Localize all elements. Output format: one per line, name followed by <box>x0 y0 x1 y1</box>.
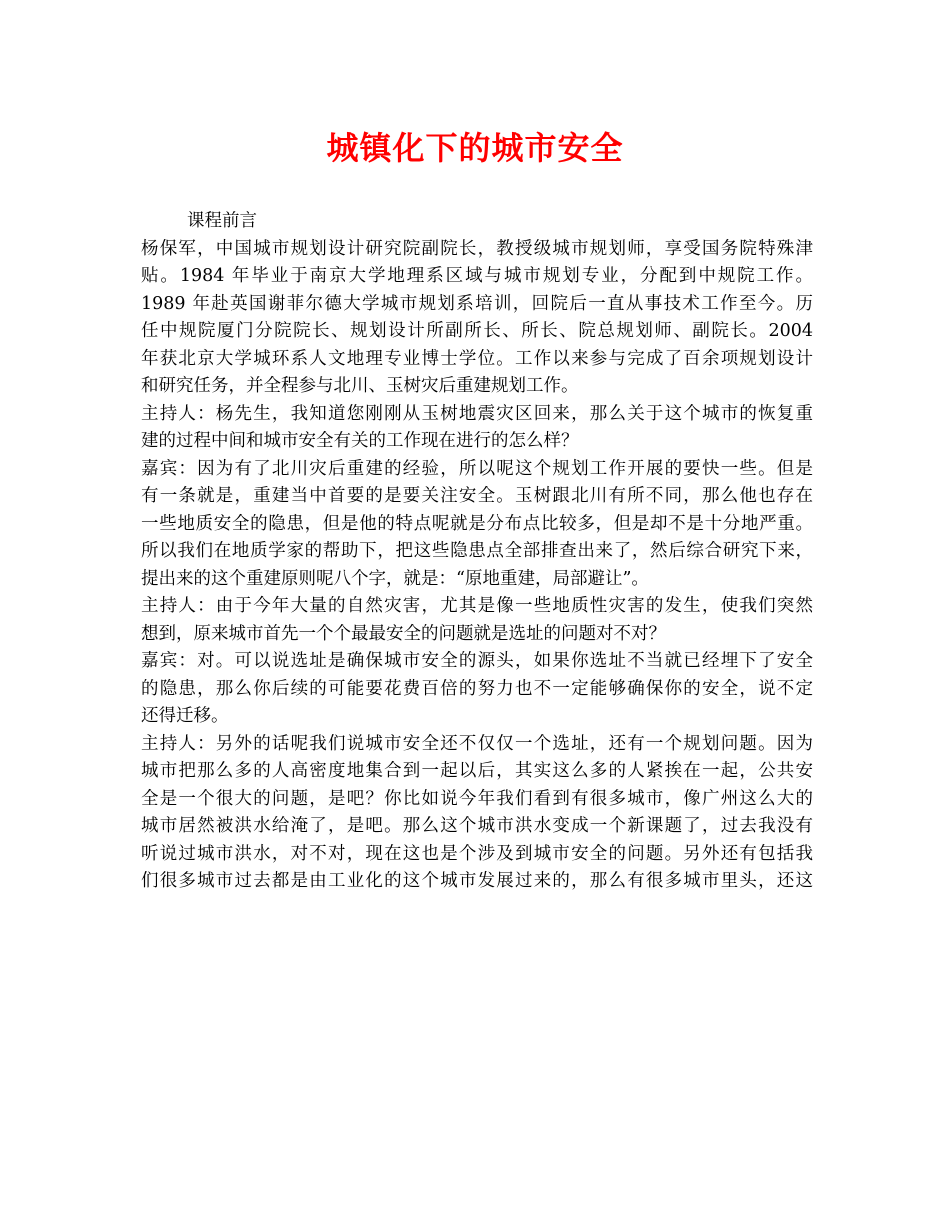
text-line: 任中规院厦门分院院长、规划设计所副所长、所长、院总规划师、副院长。2004 <box>141 321 813 341</box>
text-line: 主持人：另外的话呢我们说城市安全还不仅仅一个选址，还有一个规划问题。因为 <box>141 733 813 754</box>
text-line: 一些地质安全的隐患，但是他的特点呢就是分布点比较多，但是却不是十分地严重。 <box>141 513 813 534</box>
text-line: 有一条就是，重建当中首要的是要关注安全。玉树跟北川有所不同，那么他也存在 <box>141 486 813 506</box>
document-title: 城镇化下的城市安全 <box>326 129 624 167</box>
text-line: 1989 年赴英国谢菲尔德大学城市规划系培训，回院后一直从事技术工作至今。历 <box>141 293 813 314</box>
paragraph-host-question-3 <box>141 731 813 896</box>
text-line: 嘉宾：因为有了北川灾后重建的经验，所以呢这个规划工作开展的要快一些。但是 <box>141 458 813 479</box>
paragraph-host-question-1 <box>141 401 813 456</box>
text-line: 贴。1984 年毕业于南京大学地理系区域与城市规划专业，分配到中规院工作。 <box>141 266 813 286</box>
text-line: 城市把那么多的人高密度地集合到一起以后，其实这么多的人紧挨在一起，公共安 <box>141 761 813 781</box>
text-line: 的隐患，那么你后续的可能要花费百倍的努力也不一定能够确保你的安全，说不定 <box>141 678 813 699</box>
text-line: 想到，原来城市首先一个个最最安全的问题就是选址的问题对不对？ <box>141 623 666 644</box>
paragraph-guest-answer-1 <box>141 456 813 594</box>
text-line: 建的过程中间和城市安全有关的工作现在进行的怎么样？ <box>141 431 579 451</box>
text-line: 杨保军，中国城市规划设计研究院副院长，教授级城市规划师，享受国务院特殊津 <box>141 238 813 259</box>
text-line: 城市居然被洪水给淹了，是吧。那么这个城市洪水变成一个新课题了，过去我没有 <box>141 816 813 836</box>
text-line: 听说过城市洪水，对不对，现在这也是个涉及到城市安全的问题。另外还有包括我 <box>141 843 813 864</box>
section-heading: 课程前言 <box>187 211 257 231</box>
text-line: 所以我们在地质学家的帮助下，把这些隐患点全部排查出来了，然后综合研究下来， <box>141 541 813 561</box>
text-line: 全是一个很大的问题，是吧？你比如说今年我们看到有很多城市，像广州这么大的 <box>141 788 813 809</box>
text-line: 主持人：杨先生，我知道您刚刚从玉树地震灾区回来，那么关于这个城市的恢复重 <box>141 403 813 424</box>
text-line: 和研究任务，并全程参与北川、玉树灾后重建规划工作。 <box>141 376 579 396</box>
text-line: 主持人：由于今年大量的自然灾害，尤其是像一些地质性灾害的发生，使我们突然 <box>141 596 813 616</box>
paragraph-guest-answer-2 <box>141 648 813 731</box>
text-line: 嘉宾：对。可以说选址是确保城市安全的源头，如果你选址不当就已经埋下了安全 <box>141 651 813 671</box>
paragraph-bio <box>141 236 813 401</box>
text-line: 提出来的这个重建原则呢八个字，就是：“原地重建，局部避让”。 <box>141 568 649 589</box>
paragraph-host-question-2 <box>141 593 813 648</box>
text-line: 还得迁移。 <box>141 706 229 726</box>
text-line: 们很多城市过去都是由工业化的这个城市发展过来的，那么有很多城市里头，还这 <box>141 871 813 891</box>
document-body <box>141 208 813 896</box>
text-line: 年获北京大学城环系人文地理专业博士学位。工作以来参与完成了百余项规划设计 <box>141 348 813 369</box>
